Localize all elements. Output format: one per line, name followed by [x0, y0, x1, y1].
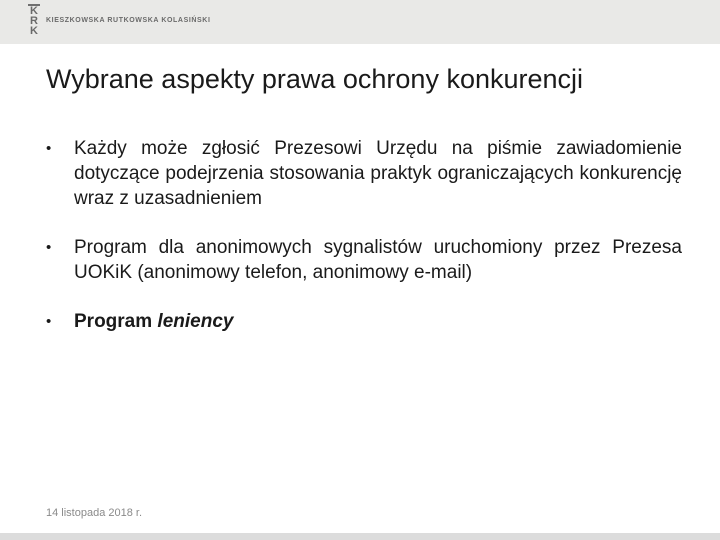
firm-name: KIESZKOWSKA RUTKOWSKA KOLASIŃSKI — [46, 17, 211, 24]
logo-letter-k1: K — [30, 5, 38, 17]
firm-logo — [28, 4, 40, 36]
bullet-dot-icon: • — [46, 239, 52, 256]
bullet-item-3 — [46, 309, 682, 334]
bullet-dot-icon: • — [46, 140, 52, 157]
bullet-list — [46, 136, 682, 358]
bullet-3-prefix: Program — [74, 311, 158, 332]
logo-letter-k2: K — [30, 25, 38, 37]
bullet-dot-icon: • — [46, 313, 52, 330]
footer-bar — [0, 533, 720, 540]
bullet-item-1 — [46, 136, 682, 211]
bullet-text-3 — [74, 309, 682, 334]
logo-letter-r: R — [30, 15, 38, 27]
bullet-3-emphasis: leniency — [157, 311, 234, 332]
bullet-text-2: Program dla anonimowych sygnalistów uruchomiony przez Prezesa UOKiK (anonimowy telefon, anonimowy e-mail) — [74, 237, 682, 283]
bullet-item-2 — [46, 235, 682, 285]
footer-date: 14 listopada 2018 r. — [46, 507, 143, 519]
header-band — [0, 0, 720, 44]
slide-title: Wybrane aspekty prawa ochrony konkurencji — [46, 64, 584, 94]
bullet-text-1: Każdy może zgłosić Prezesowi Urzędu na piśmie zawiadomienie dotyczące podejrzenia stosowania praktyk ograniczających konkurencję wraz z uzasadnieniem — [74, 138, 682, 209]
